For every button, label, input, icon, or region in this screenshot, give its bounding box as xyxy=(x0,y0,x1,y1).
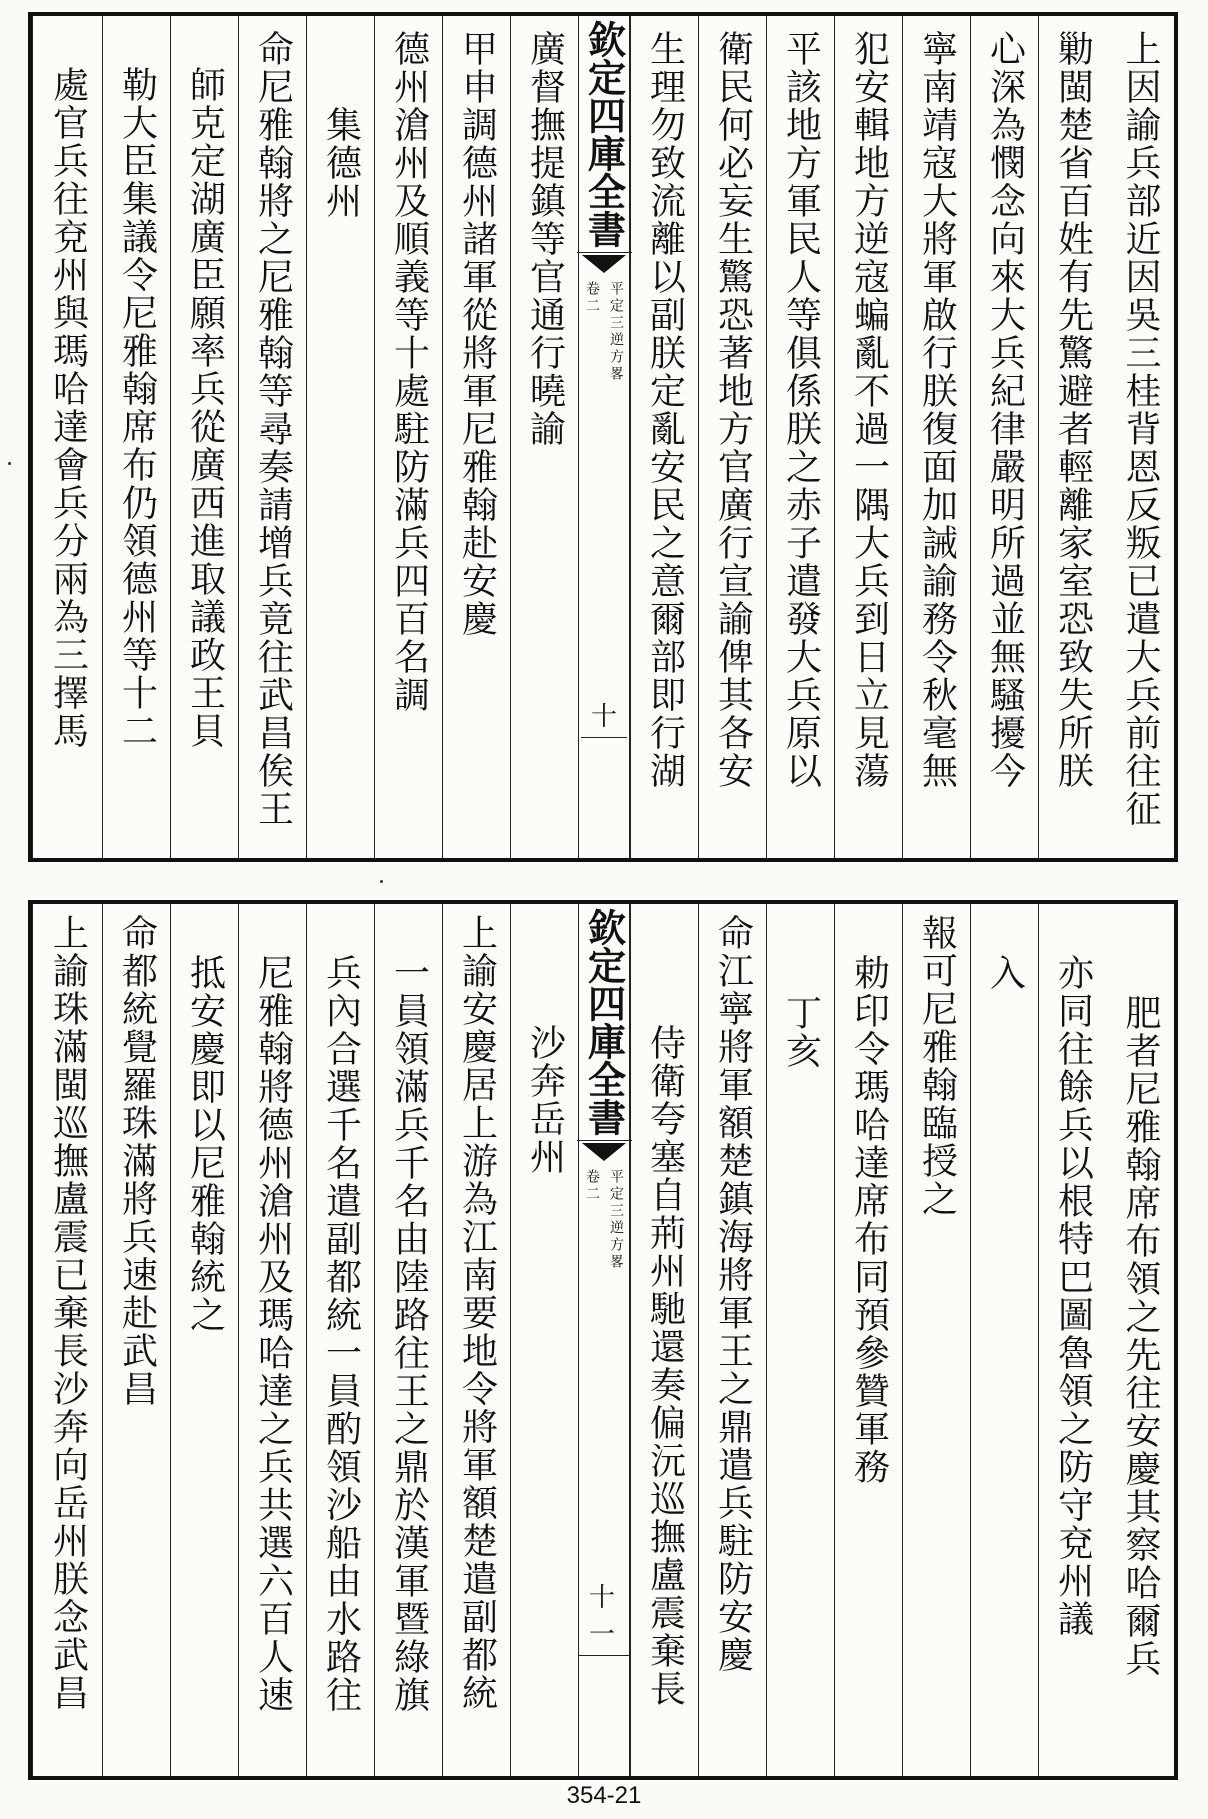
column-text: 勦閩楚省百姓有先驚避者輕離家室恐致失所朕 xyxy=(1052,30,1094,790)
column-text: 兵內合選千名遣副都統一員酌領沙船由水路往 xyxy=(320,954,362,1714)
folio-number: 十一 xyxy=(579,1577,629,1656)
text-column xyxy=(32,16,102,858)
text-column xyxy=(1038,16,1106,858)
column-text: 集德州 xyxy=(320,106,362,220)
column-text: 勒大臣集議令尼雅翰席布仍領德州等十二 xyxy=(116,66,158,750)
top-page xyxy=(28,12,1178,862)
column-text: 亦同往餘兵以根特巴圖魯領之防守兗州議 xyxy=(1052,954,1094,1638)
column-text: 德州滄州及順義等十處駐防滿兵四百名調 xyxy=(388,30,430,714)
text-column xyxy=(902,16,970,858)
text-column xyxy=(834,904,902,1776)
column-text: 上因諭兵部近因吳三桂背恩反叛已遣大兵前往征 xyxy=(1120,30,1161,828)
text-column xyxy=(306,16,374,858)
column-text: 沙奔岳州 xyxy=(524,1024,566,1176)
section-label xyxy=(582,1169,626,1271)
column-text: 處官兵往兗州與瑪哈達會兵分兩為三擇馬 xyxy=(47,66,89,750)
text-column xyxy=(970,16,1038,858)
column-text: 師克定湖廣臣願率兵從廣西進取議政王貝 xyxy=(184,66,226,750)
text-column xyxy=(1038,904,1106,1776)
scan-speck xyxy=(8,462,11,465)
column-text: 一員領滿兵千名由陸路往王之鼎於漢軍暨綠旗 xyxy=(388,954,430,1714)
text-column xyxy=(766,904,834,1776)
volume-label: 卷二 xyxy=(584,281,600,315)
text-column xyxy=(630,16,698,858)
column-text: 命江寧將軍額楚鎮海將軍王之鼎遣兵駐防安慶 xyxy=(712,914,754,1674)
text-column xyxy=(306,904,374,1776)
text-column xyxy=(238,904,306,1776)
text-column xyxy=(698,904,766,1776)
text-column xyxy=(442,16,510,858)
text-column xyxy=(510,904,578,1776)
text-column xyxy=(102,16,170,858)
column-text: 心深為憫念向來大兵紀律嚴明所過並無騷擾今 xyxy=(984,30,1026,790)
column-text: 命都統覺羅珠滿將兵速赴武昌 xyxy=(116,914,158,1408)
column-text: 尼雅翰將德州滄州及瑪哈達之兵共選六百人速 xyxy=(252,954,294,1714)
text-column xyxy=(698,16,766,858)
section-title: 平定三逆方畧 xyxy=(608,281,624,383)
text-column xyxy=(170,16,238,858)
scan-speck xyxy=(380,880,383,883)
text-column xyxy=(32,904,102,1776)
text-column xyxy=(902,904,970,1776)
text-column xyxy=(510,16,578,858)
column-text: 甲申調德州諸軍從將軍尼雅翰赴安慶 xyxy=(456,30,498,638)
text-column xyxy=(970,904,1038,1776)
center-banner xyxy=(578,904,630,1776)
column-text: 肥者尼雅翰席布領之先往安慶其察哈爾兵 xyxy=(1120,994,1161,1678)
column-text: 平該地方軍民人等俱係朕之赤子遣發大兵原以 xyxy=(780,30,822,790)
book-title: 欽定四庫全書 xyxy=(577,20,632,253)
book-title: 欽定四庫全書 xyxy=(577,908,632,1141)
page-number: 354-21 xyxy=(566,1782,642,1809)
text-column xyxy=(170,904,238,1776)
column-text: 衛民何必妄生驚恐著地方官廣行宣諭俾其各安 xyxy=(712,30,754,790)
column-text: 上諭珠滿閩巡撫盧震已棄長沙奔向岳州朕念武昌 xyxy=(47,914,89,1712)
folio-number: 十 xyxy=(581,696,627,738)
text-column xyxy=(102,904,170,1776)
volume-label: 卷二 xyxy=(584,1169,600,1203)
text-column xyxy=(238,16,306,858)
column-text: 生理勿致流離以副朕定亂安民之意爾部即行湖 xyxy=(644,30,686,790)
column-text: 丁亥 xyxy=(780,994,822,1070)
section-label xyxy=(582,281,626,383)
column-text: 抵安慶即以尼雅翰統之 xyxy=(184,954,226,1334)
fishtail-mark-icon xyxy=(582,255,626,273)
column-text: 侍衛夸塞自荊州馳還奏偏沅巡撫盧震棄長 xyxy=(644,1024,686,1708)
center-banner xyxy=(578,16,630,858)
text-column xyxy=(766,16,834,858)
column-text: 報可尼雅翰臨授之 xyxy=(916,914,958,1218)
fishtail-mark-icon xyxy=(582,1143,626,1161)
column-text: 命尼雅翰將之尼雅翰等尋奏請增兵竟往武昌俟王 xyxy=(252,30,294,828)
text-column xyxy=(442,904,510,1776)
text-column xyxy=(834,16,902,858)
column-text: 廣督撫提鎮等官通行曉諭 xyxy=(524,30,566,448)
bottom-page xyxy=(28,900,1178,1780)
text-column xyxy=(1106,16,1174,858)
text-column xyxy=(374,904,442,1776)
text-column xyxy=(630,904,698,1776)
column-text: 犯安輯地方逆寇蝙亂不過一隅大兵到日立見蕩 xyxy=(848,30,890,790)
column-text: 寧南靖寇大將軍啟行朕復面加誡諭務令秋毫無 xyxy=(916,30,958,790)
text-column xyxy=(1106,904,1174,1776)
column-text: 入 xyxy=(984,954,1026,992)
text-column xyxy=(374,16,442,858)
column-text: 勅印令瑪哈達席布同預參贊軍務 xyxy=(848,954,890,1486)
column-text: 上諭安慶居上游為江南要地令將軍額楚遣副都統 xyxy=(456,914,498,1712)
section-title: 平定三逆方畧 xyxy=(608,1169,624,1271)
